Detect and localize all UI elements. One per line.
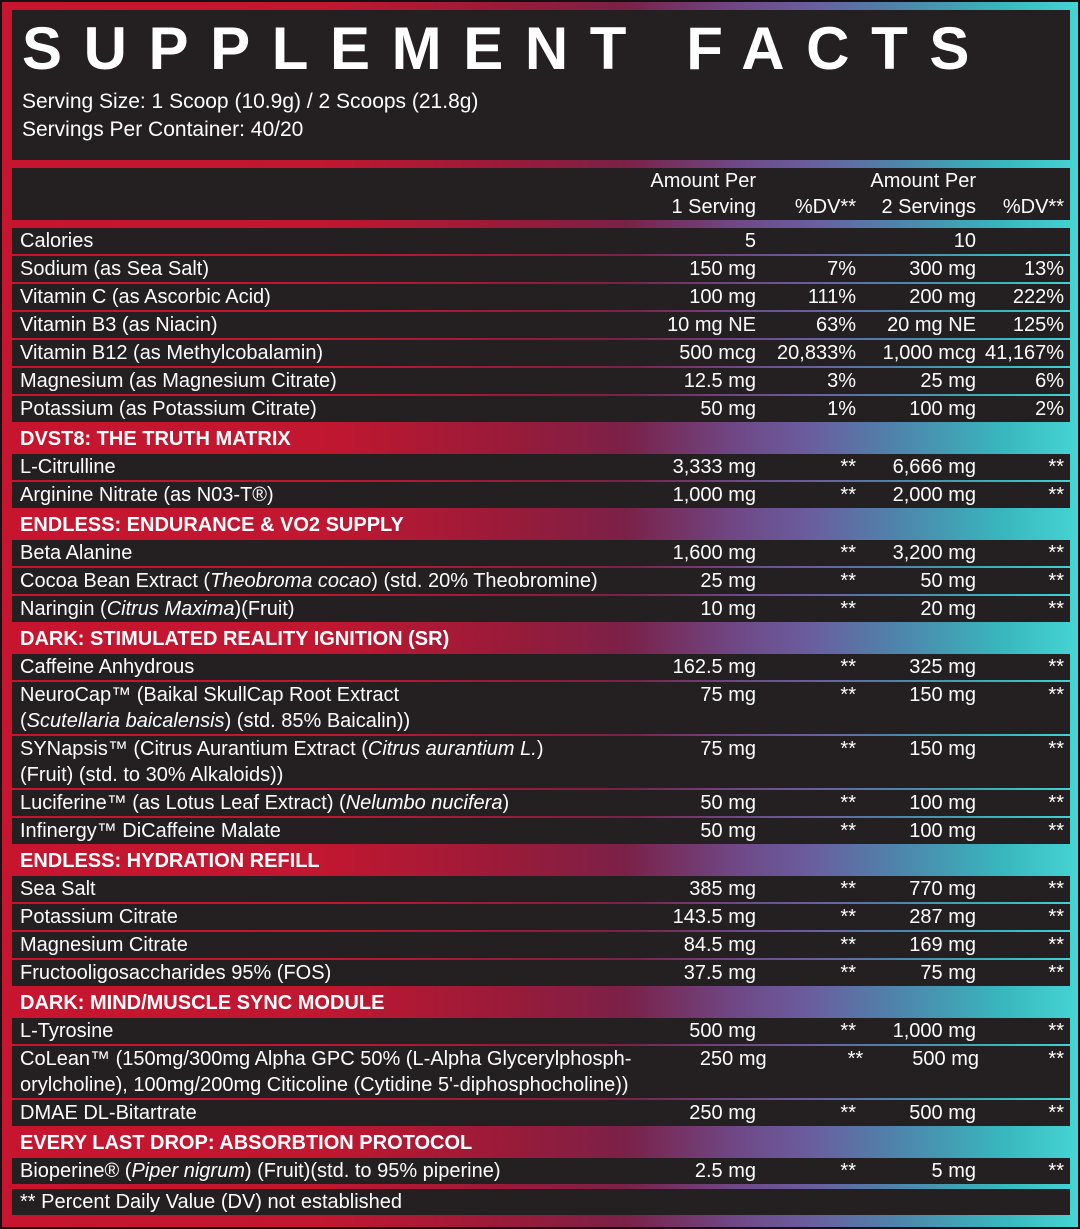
ingredient-row [12, 596, 1070, 622]
ingredient-row [12, 454, 1070, 480]
amount-1-serving: 385 mg [689, 878, 756, 900]
footnote: ** Percent Daily Value (DV) not established [12, 1189, 1070, 1215]
ingredient-row [12, 790, 1070, 816]
dv-2-servings: ** [1048, 906, 1064, 928]
ingredient-row [12, 1018, 1070, 1044]
dv-2-servings: 2% [1035, 398, 1064, 420]
dv-1-serving: ** [840, 598, 856, 620]
dv-1-serving: ** [847, 1048, 864, 1070]
section-header: DARK: MIND/MUSCLE SYNC MODULE [20, 992, 385, 1014]
ingredient-name: L-Citrulline [20, 456, 116, 478]
amount-2-servings: 325 mg [909, 656, 976, 678]
amount-2-servings: 500 mg [909, 1102, 976, 1124]
dv-1-serving: ** [840, 1102, 856, 1124]
dv-2-servings: ** [1048, 598, 1064, 620]
dv-2-servings: ** [1048, 456, 1064, 478]
amount-2-servings: 169 mg [909, 934, 976, 956]
ingredient-row [12, 1158, 1070, 1184]
dv-1-serving: 1% [827, 398, 856, 420]
ingredient-name: L-Tyrosine [20, 1020, 114, 1042]
ingredient-row [12, 256, 1070, 282]
dv-2-servings: ** [1048, 570, 1064, 592]
dv-2-servings: ** [1048, 1160, 1064, 1182]
dv-2-servings: ** [1048, 820, 1064, 842]
amount-1-serving: 500 mcg [679, 342, 756, 364]
dv-2-servings: ** [1048, 934, 1064, 956]
column-amount-1-line1: Amount Per [650, 170, 756, 192]
dv-1-serving: ** [840, 1020, 856, 1042]
amount-2-servings: 20 mg [920, 598, 976, 620]
section-header: DARK: STIMULATED REALITY IGNITION (SR) [20, 628, 450, 650]
dv-2-servings: 6% [1035, 370, 1064, 392]
dv-1-serving: ** [840, 962, 856, 984]
ingredient-row [12, 340, 1070, 366]
ingredient-name: Caffeine Anhydrous [20, 656, 195, 678]
label-header [12, 10, 1070, 160]
ingredient-name: Vitamin B12 (as Methylcobalamin) [20, 342, 324, 364]
amount-2-servings: 150 mg [909, 684, 976, 706]
amount-1-serving: 75 mg [700, 738, 756, 760]
amount-1-serving: 1,600 mg [672, 542, 756, 564]
amount-2-servings: 770 mg [909, 878, 976, 900]
ingredient-row [12, 818, 1070, 844]
amount-1-serving: 75 mg [700, 684, 756, 706]
ingredient-name: NeuroCap™ (Baikal SkullCap Root Extract (Scutellaria baicalensis) (std. 85% Baicalin)) [20, 684, 411, 732]
amount-1-serving: 84.5 mg [683, 934, 756, 956]
amount-2-servings: 150 mg [909, 738, 976, 760]
dv-1-serving: ** [840, 456, 856, 478]
dv-1-serving: 63% [815, 314, 856, 336]
ingredient-name: Cocoa Bean Extract (Theobroma cocao) (std. 20% Theobromine) [20, 570, 598, 592]
dv-1-serving: ** [840, 542, 856, 564]
dv-1-serving: ** [840, 820, 856, 842]
dv-1-serving: ** [840, 656, 856, 678]
dv-2-servings: ** [1048, 1048, 1064, 1070]
amount-1-serving: 10 mg NE [667, 314, 756, 336]
ingredient-name: Sodium (as Sea Salt) [20, 258, 209, 280]
dv-1-serving: ** [840, 570, 856, 592]
ingredient-name: Beta Alanine [20, 542, 133, 564]
dv-1-serving: 7% [827, 258, 856, 280]
column-dv-1-label: %DV** [794, 196, 856, 218]
dv-2-servings: ** [1048, 542, 1064, 564]
column-dv-1 [756, 168, 856, 220]
amount-1-serving: 162.5 mg [672, 656, 756, 678]
amount-1-serving: 143.5 mg [672, 906, 756, 928]
dv-2-servings: ** [1048, 738, 1064, 760]
serving-size: Serving Size: 1 Scoop (10.9g) / 2 Scoops (21.8g) [22, 90, 479, 113]
amount-1-serving: 37.5 mg [683, 962, 756, 984]
amount-2-servings: 50 mg [920, 570, 976, 592]
amount-1-serving: 3,333 mg [672, 456, 756, 478]
dv-1-serving: 111% [807, 286, 856, 308]
ingredient-row [12, 1046, 1070, 1098]
dv-2-servings: 222% [1012, 286, 1064, 308]
dv-2-servings: ** [1048, 878, 1064, 900]
dv-2-servings: 13% [1023, 258, 1064, 280]
ingredient-name: DMAE DL-Bitartrate [20, 1102, 197, 1124]
ingredient-name: CoLean™ (150mg/300mg Alpha GPC 50% (L-Alpha Glycerylphosph- orylcholine), 100mg/200mg Citicoline (Cytidine 5'-diphosphocholine)) [20, 1048, 632, 1096]
ingredient-name: Potassium Citrate [20, 906, 178, 928]
amount-1-serving: 50 mg [700, 820, 756, 842]
ingredient-row [12, 568, 1070, 594]
amount-2-servings: 2,000 mg [892, 484, 976, 506]
dv-1-serving: ** [840, 934, 856, 956]
ingredient-row [12, 904, 1070, 930]
amount-1-serving: 25 mg [700, 570, 756, 592]
amount-2-servings: 10 [953, 230, 976, 252]
column-amount-2-line2: 2 Servings [881, 196, 976, 218]
amount-2-servings: 75 mg [920, 962, 976, 984]
amount-1-serving: 50 mg [700, 398, 756, 420]
ingredient-name: Fructooligosaccharides 95% (FOS) [20, 962, 332, 984]
ingredient-row [12, 228, 1070, 254]
ingredient-row [12, 932, 1070, 958]
amount-1-serving: 250 mg [699, 1048, 767, 1070]
dv-2-servings: ** [1048, 1102, 1064, 1124]
ingredient-row [12, 396, 1070, 422]
ingredient-name: Arginine Nitrate (as N03-T®) [20, 484, 274, 506]
ingredient-name: Sea Salt [20, 878, 96, 900]
dv-1-serving: ** [840, 906, 856, 928]
amount-2-servings: 500 mg [912, 1048, 980, 1070]
section-header: EVERY LAST DROP: ABSORBTION PROTOCOL [20, 1132, 473, 1154]
dv-1-serving: ** [840, 738, 856, 760]
ingredient-row [12, 1100, 1070, 1126]
dv-1-serving: 3% [827, 370, 856, 392]
dv-1-serving: ** [840, 1160, 856, 1182]
section-header: ENDLESS: ENDURANCE & VO2 SUPPLY [20, 514, 404, 536]
amount-2-servings: 100 mg [909, 820, 976, 842]
amount-2-servings: 300 mg [909, 258, 976, 280]
rows-container [12, 228, 1070, 1186]
ingredient-name: Vitamin B3 (as Niacin) [20, 314, 218, 336]
ingredient-name: Vitamin C (as Ascorbic Acid) [20, 286, 271, 308]
amount-1-serving: 50 mg [700, 792, 756, 814]
dv-1-serving: ** [840, 484, 856, 506]
ingredient-name: Potassium (as Potassium Citrate) [20, 398, 317, 420]
dv-2-servings: 125% [1012, 314, 1064, 336]
ingredient-name: Naringin (Citrus Maxima)(Fruit) [20, 598, 295, 620]
section-header: ENDLESS: HYDRATION REFILL [20, 850, 320, 872]
column-amount-2-servings [856, 168, 976, 220]
amount-2-servings: 6,666 mg [892, 456, 976, 478]
ingredient-row [12, 736, 1070, 788]
servings-per-container: Servings Per Container: 40/20 [22, 118, 304, 141]
amount-2-servings: 20 mg NE [887, 314, 976, 336]
ingredient-row [12, 654, 1070, 680]
ingredient-row [12, 540, 1070, 566]
ingredient-name: Magnesium Citrate [20, 934, 188, 956]
amount-2-servings: 1,000 mg [892, 1020, 976, 1042]
ingredient-name: Bioperine® (Piper nigrum) (Fruit)(std. to 95% piperine) [20, 1160, 501, 1182]
amount-1-serving: 500 mg [689, 1020, 756, 1042]
amount-1-serving: 10 mg [700, 598, 756, 620]
amount-2-servings: 287 mg [909, 906, 976, 928]
amount-2-servings: 100 mg [909, 792, 976, 814]
ingredient-row [12, 284, 1070, 310]
amount-1-serving: 1,000 mg [672, 484, 756, 506]
dv-2-servings: ** [1048, 484, 1064, 506]
dv-2-servings: ** [1048, 1020, 1064, 1042]
dv-1-serving: ** [840, 878, 856, 900]
ingredient-row [12, 876, 1070, 902]
ingredient-name: Calories [20, 230, 94, 252]
dv-2-servings: ** [1048, 656, 1064, 678]
ingredient-row [12, 482, 1070, 508]
ingredient-row [12, 682, 1070, 734]
amount-2-servings: 3,200 mg [892, 542, 976, 564]
amount-1-serving: 100 mg [689, 286, 756, 308]
ingredient-name: SYNapsis™ (Citrus Aurantium Extract (Citrus aurantium L.) (Fruit) (std. to 30% Alkaloids)) [20, 738, 544, 786]
ingredient-name: Magnesium (as Magnesium Citrate) [20, 370, 337, 392]
dv-2-servings: 41,167% [985, 342, 1064, 364]
amount-1-serving: 12.5 mg [683, 370, 756, 392]
amount-2-servings: 25 mg [920, 370, 976, 392]
ingredient-name: Infinergy™ DiCaffeine Malate [20, 820, 281, 842]
amount-2-servings: 5 mg [931, 1160, 976, 1182]
column-amount-2-line1: Amount Per [870, 170, 976, 192]
page-title: SUPPLEMENT FACTS [22, 15, 991, 82]
amount-1-serving: 2.5 mg [694, 1160, 756, 1182]
ingredient-row [12, 960, 1070, 986]
ingredient-name: Luciferine™ (as Lotus Leaf Extract) (Nelumbo nucifera) [20, 792, 510, 814]
column-dv-2-label: %DV** [1002, 196, 1064, 218]
amount-2-servings: 100 mg [909, 398, 976, 420]
dv-1-serving: ** [840, 792, 856, 814]
column-amount-1-line2: 1 Serving [671, 196, 756, 218]
column-dv-2 [976, 168, 1070, 220]
amount-1-serving: 250 mg [689, 1102, 756, 1124]
ingredient-row [12, 312, 1070, 338]
dv-2-servings: ** [1048, 792, 1064, 814]
dv-1-serving: ** [840, 684, 856, 706]
amount-2-servings: 1,000 mcg [882, 342, 976, 364]
dv-1-serving: 20,833% [777, 342, 856, 364]
dv-2-servings: ** [1048, 684, 1064, 706]
amount-1-serving: 5 [744, 230, 756, 252]
section-header: DVST8: THE TRUTH MATRIX [20, 428, 291, 450]
amount-2-servings: 200 mg [909, 286, 976, 308]
column-headers [12, 168, 1070, 220]
ingredient-row [12, 368, 1070, 394]
dv-2-servings: ** [1048, 962, 1064, 984]
amount-1-serving: 150 mg [689, 258, 756, 280]
column-amount-1-serving [616, 168, 756, 220]
